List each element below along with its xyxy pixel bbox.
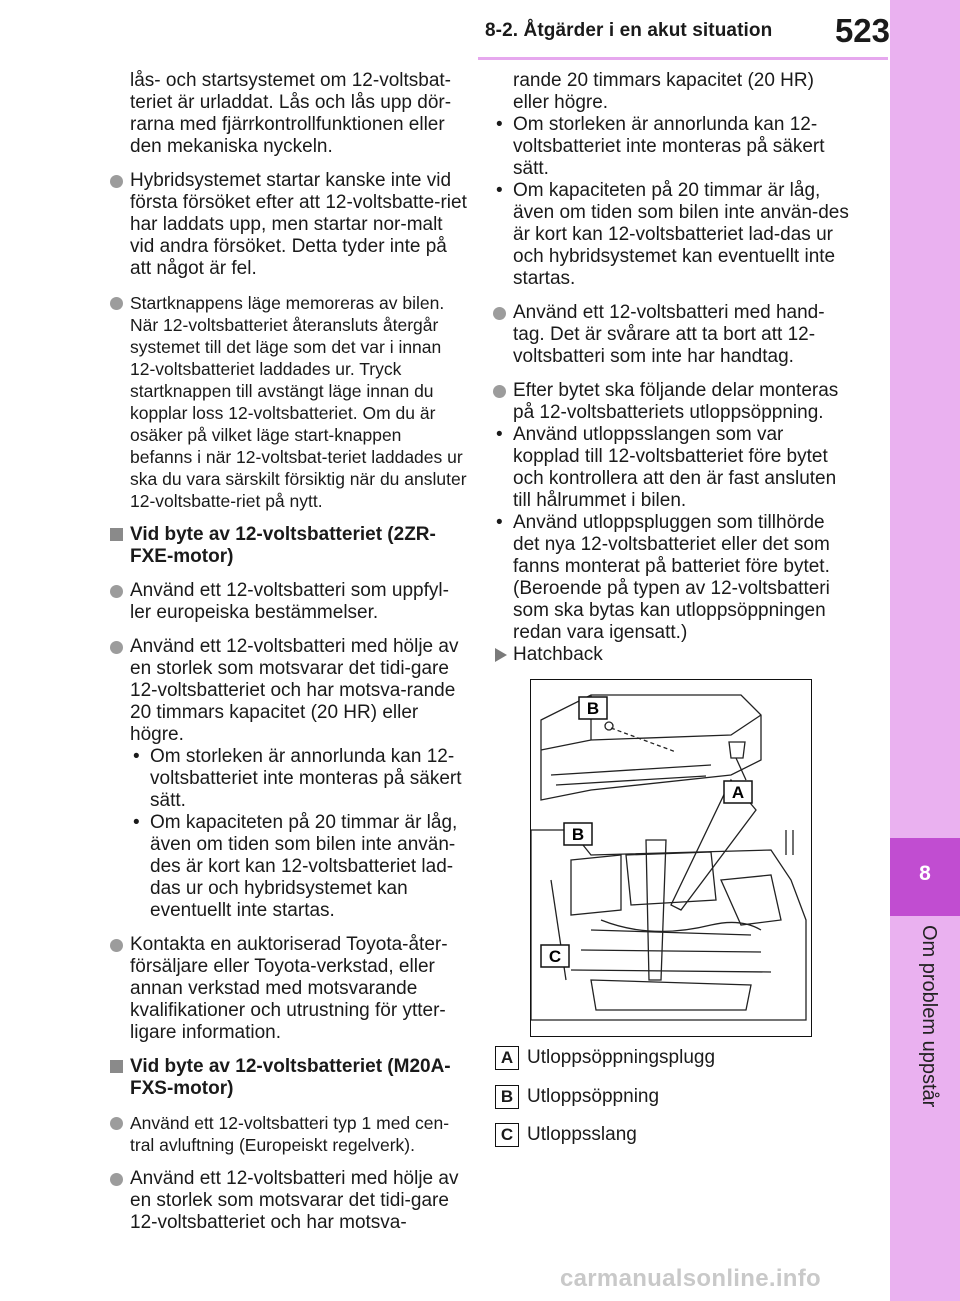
section-heading: Vid byte av 12-voltsbatteriet (2ZR-FXE-motor) — [110, 524, 468, 568]
chapter-number: 8 — [919, 862, 931, 885]
header-rule — [478, 57, 888, 60]
page-number: 523 — [834, 12, 890, 49]
legend-text: Utloppsslang — [527, 1124, 637, 1145]
bullet-paragraph: Kontakta en auktoriserad Toyota-åter-försäljare eller Toyota-verkstad, eller annan verkstad med motsvarande kvalifikationer och utrustning för ytter-ligare information. — [110, 934, 468, 1044]
callout-label: A — [731, 783, 745, 802]
dash-item: • Använd utloppspluggen som tillhörde det nya 12-voltsbatteriet eller det som fanns monterat på batteriet före bytet. (Beroende på typen av 12-voltsbatteri som ska bytas kan utloppsöppningen redan vara igensatt.) — [493, 512, 853, 644]
paragraph-intro: lås- och startsystemet om 12-voltsbat-teriet är urladdat. Lås och lås upp dör-rarna med fjärrkontrollfunktionen eller den mekaniska nyckeln. — [130, 70, 452, 157]
dash-item: • Om storleken är annorlunda kan 12-voltsbatteriet inte monteras på säkert sätt. — [493, 114, 853, 180]
variant-label: Hatchback — [493, 644, 853, 666]
legend-key: B — [495, 1085, 519, 1109]
legend-item — [495, 1123, 637, 1147]
legend-item — [495, 1085, 659, 1109]
section-heading: Vid byte av 12-voltsbatteriet (M20A-FXS-motor) — [110, 1056, 468, 1100]
legend-item — [495, 1046, 715, 1070]
legend-key: C — [495, 1123, 519, 1147]
dash-item: • Om storleken är annorlunda kan 12-voltsbatteriet inte monteras på säkert sätt. — [130, 746, 468, 812]
bullet-paragraph: Använd ett 12-voltsbatteri med hölje av en storlek som motsvarar det tidi-gare 12-voltsbatteriet och har motsva- — [110, 1168, 468, 1234]
callout-label: B — [586, 699, 600, 718]
dash-item: • Om kapaciteten på 20 timmar är låg, även om tiden som bilen inte använ-des är kort kan 12-voltsbatteriet lad-das ur och hybridsystemet kan eventuellt inte startas. — [493, 180, 853, 290]
bullet-paragraph: Använd ett 12-voltsbatteri som uppfyl-ler europeiska bestämmelser. — [110, 580, 468, 624]
bullet-paragraph: Startknappens läge memoreras av bilen. När 12-voltsbatteriet återansluts återgår systemet till det läge som det var i innan 12-voltsbatteriet laddades ur. Tryck startknappen till avstängt läge innan du kopplar loss 12-voltsbatteriet. Om du är osäker på vilket läge start-knappen befanns i när 12-voltsbat-teriet laddades ur ska du vara särskilt försiktig när du ansluter 12-voltsbatte-riet på nytt. — [110, 292, 468, 512]
dash-item: • Använd utloppsslangen som var kopplad till 12-voltsbatteriet före bytet och kontrollera att den är fast ansluten till hålrummet i bilen. — [493, 424, 853, 512]
legend-key: A — [495, 1046, 519, 1070]
legend-text: Utloppsöppning — [527, 1086, 660, 1107]
section-title: 8-2. Åtgärder i en akut situation — [485, 20, 773, 41]
bullet-paragraph: Använd ett 12-voltsbatteri med hölje av en storlek som motsvarar det tidi-gare 12-voltsbatteriet och har motsva-rande 20 timmars kapacitet (20 HR) eller högre. — [110, 636, 468, 746]
right-column — [493, 70, 853, 680]
battery-illustration — [530, 679, 812, 1037]
callout-label: C — [548, 947, 562, 966]
watermark-text: carmanualsonline.info — [560, 1265, 822, 1292]
left-column — [110, 70, 468, 1246]
legend-text: Utloppsöppningsplugg — [527, 1047, 716, 1068]
paragraph-continued: rande 20 timmars kapacitet (20 HR) eller högre. — [513, 70, 814, 113]
bullet-paragraph: Använd ett 12-voltsbatteri med hand-tag. Det är svårare att ta bort att 12-voltsbatteri som inte har handtag. — [493, 302, 853, 368]
bullet-paragraph: Använd ett 12-voltsbatteri typ 1 med cen-tral avluftning (Europeiskt regelverk). — [110, 1112, 468, 1156]
dash-item: • Om kapaciteten på 20 timmar är låg, även om tiden som bilen inte använ-des är kort kan 12-voltsbatteriet lad-das ur och hybridsystemet kan eventuellt inte startas. — [130, 812, 468, 922]
engine-bay-drawing — [531, 680, 811, 1036]
bullet-paragraph: Hybridsystemet startar kanske inte vid första försöket efter att 12-voltsbatte-riet har laddats upp, men startar nor-malt vid andra försöket. Detta tyder inte på att något är fel. — [110, 170, 468, 280]
bullet-paragraph: Efter bytet ska följande delar monteras på 12-voltsbatteriets utloppsöppning. — [493, 380, 853, 424]
callout-label: B — [571, 825, 585, 844]
chapter-label: Om problem uppstår — [918, 925, 940, 1108]
